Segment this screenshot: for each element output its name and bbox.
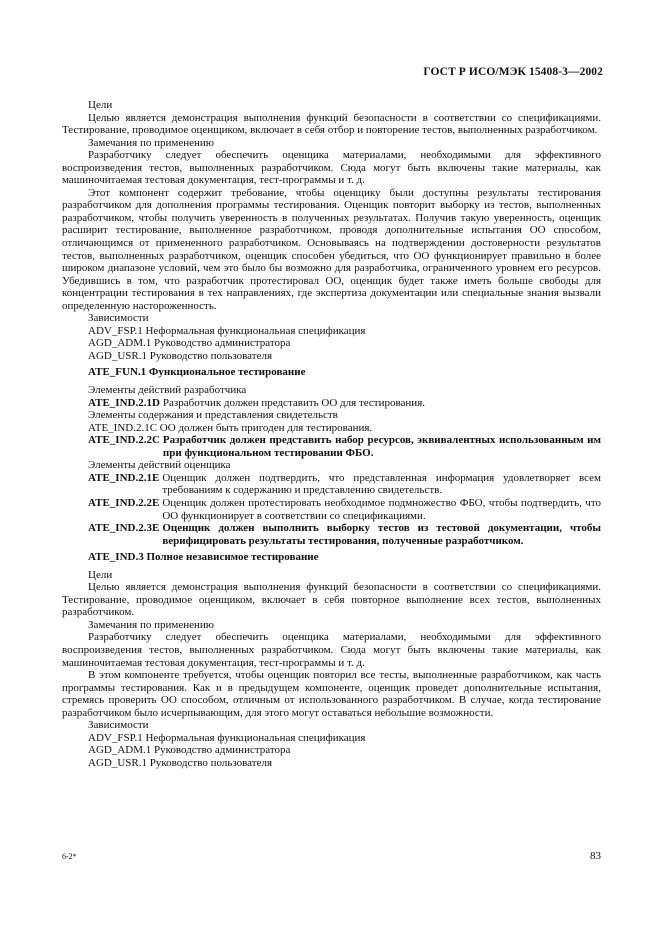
dependency-item: AGD_USR.1 Руководство пользователя — [88, 756, 273, 769]
component-heading: ATE_FUN.1 Функциональное тестирование — [88, 366, 306, 379]
dependencies-label: Зависимости — [88, 312, 149, 325]
notes-paragraph: Разработчику следует обеспечить оценщика материалами, необходимыми для эффективного воспроизведения тестов, выполненных разработчиком. Сюда могут быть включены такие материалы, как машиночитаемая тестовая документация, тест-программы и т. д. — [62, 149, 601, 187]
element-2c — [62, 434, 601, 459]
dependencies-label: Зависимости — [88, 719, 149, 732]
evaluator-actions-label: Элементы действий оценщика — [88, 459, 231, 472]
standard-header: ГОСТ Р ИСО/МЭК 15408-3—2002 — [423, 66, 603, 78]
element-1d — [62, 397, 601, 410]
element-text: Разработчик должен представить ОО для тестирования. — [162, 396, 426, 409]
element-1e — [62, 472, 601, 497]
element-2e — [62, 497, 601, 522]
element-text: Оценщик должен подтвердить, что представленная информация удовлетворяет всем требованиям к содержанию и представлению свидетельств. — [162, 471, 601, 497]
notes-label: Замечания по применению — [88, 136, 214, 149]
dependency-item: ADV_FSP.1 Неформальная функциональная спецификация — [88, 731, 366, 744]
goals-label: Цели — [88, 568, 113, 581]
goals-text: Целью является демонстрация выполнения функций безопасности в соответствии со спецификациями. Тестирование, проводимое оценщиком, включает в себя отбор и повторение тестов, выполненных разработчиком. — [62, 111, 601, 137]
element-text: Оценщик должен выполнить выборку тестов из тестовой документации, чтобы верифицировать результаты тестирования, полученные разработчиком. — [162, 522, 601, 547]
developer-actions-label: Элементы действий разработчика — [88, 384, 247, 397]
sheet-mark: 6-2* — [62, 852, 77, 861]
goals-label: Цели — [88, 99, 113, 111]
notes-paragraph: Разработчику следует обеспечить оценщика материалами, необходимыми для эффективного воспроизведения тестов, выполненных разработчиком. Сюда могут быть включены такие материалы, как машиночитаемая тестовая документация, тест-программы и т. д. — [62, 631, 601, 669]
component-heading: ATE_IND.3 Полное независимое тестирование — [88, 551, 319, 564]
goals-text: Целью является демонстрация выполнения функций безопасности в соответствии со спецификациями. Тестирование, проводимое оценщиком, включает в себя повторное выполнение всех тестов, выполненных разработчиком. — [62, 581, 601, 619]
notes-paragraph: Этот компонент содержит требование, чтобы оценщику были доступны результаты тестирования разработчиком для дополнения программы тестирования. Оценщик повторит выборку из тестов, выполненных разработчиком, чтобы получить уверенность в полученных результатах. Получив такую уверенность, оценщик расширит тестирование, выполненное разработчиком, проводя дополнительные испытания ОО способом, отличающимся от примененного разработчиком. Основываясь на подтверждении достоверности результатов тестов, выполненных разработчиком, оценщик способен убедиться, что ОО функционирует правильно в более широком диапазоне условий, чем это было бы возможно для разработчика, ограниченного уровнем его ресурсов. Убедившись в том, что разработчик протестировал ОО, оценщик будет также иметь больше свободы для концентрации тестирования в тех направлениях, где экспертиза документации или специальные знания вызвали определенную настороженность. — [62, 186, 601, 312]
element-text: Оценщик должен протестировать необходимое подмножество ФБО, чтобы подтвердить, что ОО функционирует в соответствии со спецификациями. — [162, 496, 601, 522]
element-3e — [62, 522, 601, 547]
dependency-item: AGD_ADM.1 Руководство администратора — [88, 337, 291, 350]
element-code: ATE_IND.2.1D — [88, 396, 160, 409]
notes-label: Замечания по применению — [88, 618, 214, 631]
element-text: Разработчик должен представить набор ресурсов, эквивалентных использованным им при функциональном тестировании ФБО. — [162, 434, 601, 459]
element-code: ATE_IND.2.2C — [88, 434, 160, 447]
element-code: ATE_IND.2.3E — [88, 522, 160, 535]
dependency-item: AGD_ADM.1 Руководство администратора — [88, 744, 291, 757]
content-elements-label: Элементы содержания и представления свидетельств — [88, 409, 338, 422]
dependency-item: AGD_USR.1 Руководство пользователя — [88, 349, 273, 362]
dependency-item: ADV_FSP.1 Неформальная функциональная спецификация — [88, 324, 366, 337]
element-code: ATE_IND.2.2E — [88, 496, 160, 509]
element-1c: ATE_IND.2.1C ОО должен быть пригоден для тестирования. — [88, 421, 373, 434]
element-code: ATE_IND.2.1E — [88, 471, 160, 484]
page-number: 83 — [590, 850, 601, 862]
notes-paragraph: В этом компоненте требуется, чтобы оценщик повторил все тесты, выполненные разработчиком, как часть программы тестирования. Как и в предыдущем компоненте, оценщик проведет дополнительные испытания, стремясь проверить ОО способом, отличным от использованного разработчиком. В случае, когда тестирование разработчиком было исчерпывающим, для этого могут оставаться небольшие возможности. — [62, 669, 601, 719]
page-body — [62, 99, 601, 769]
